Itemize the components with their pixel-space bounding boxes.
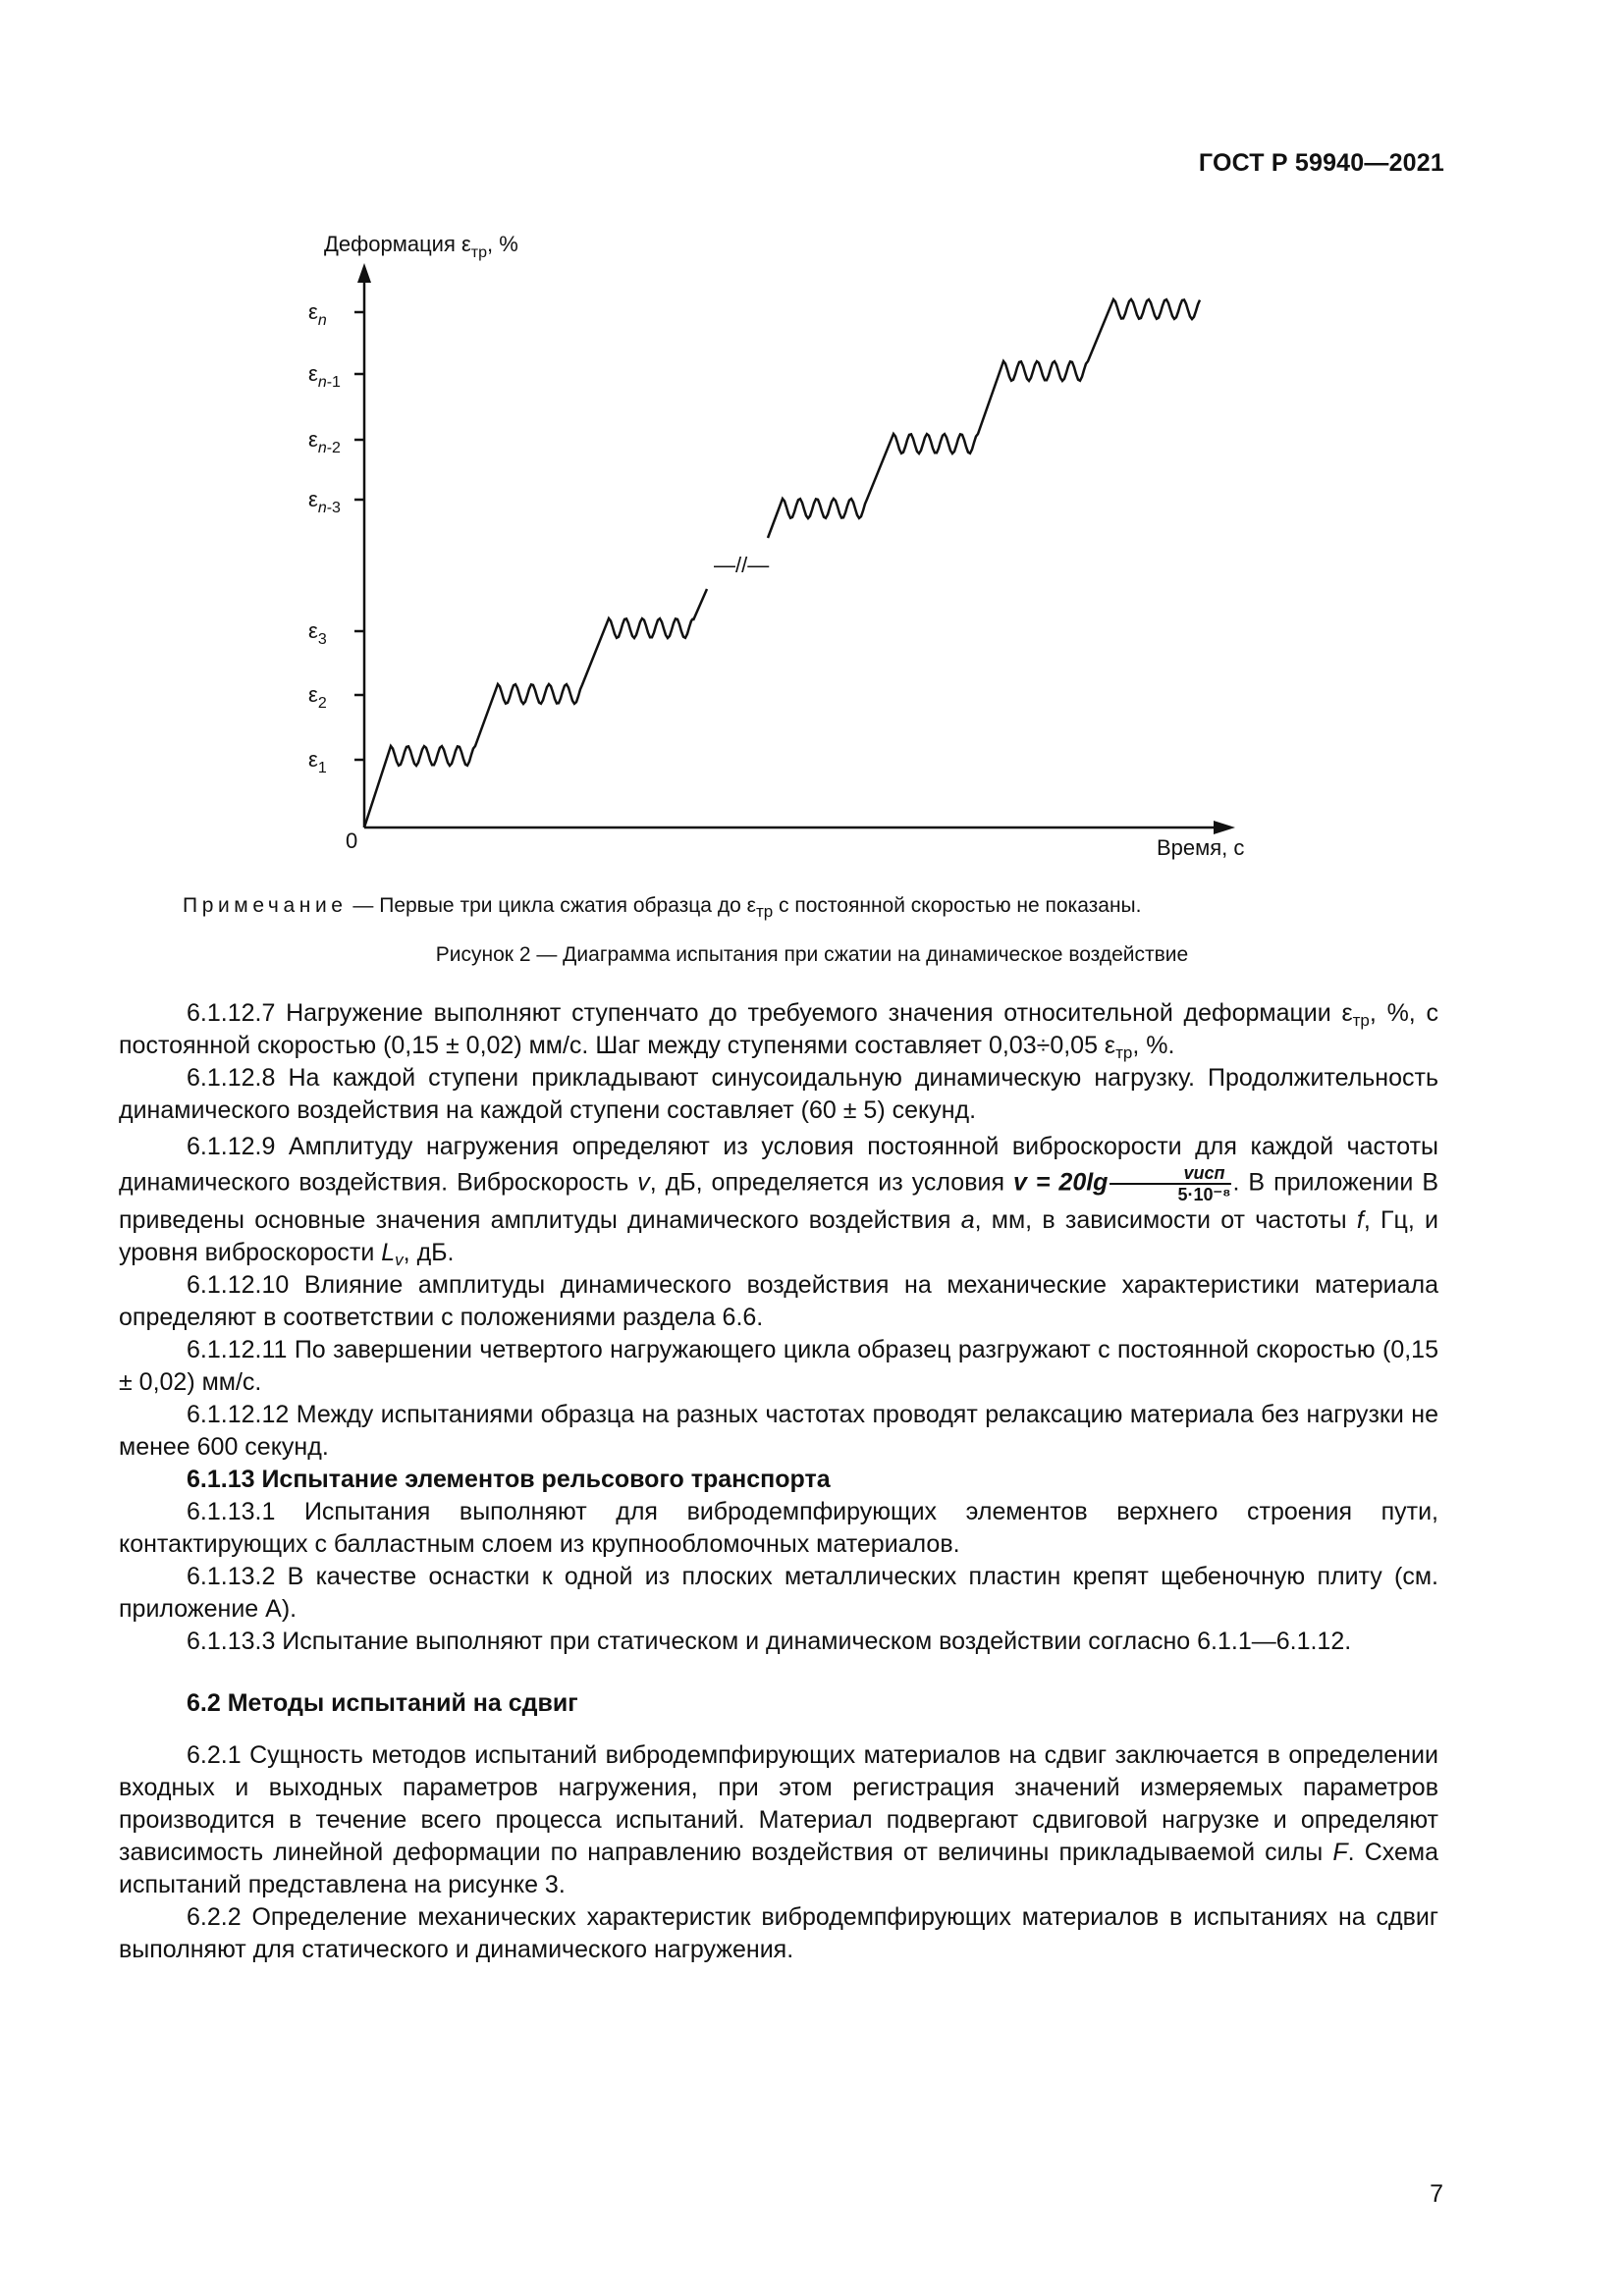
y-tick-label: $\varepsilon_{n-1}$ (308, 361, 341, 391)
origin-label: 0 (346, 828, 358, 853)
paragraph-6-1-12-12: 6.1.12.12 Между испытаниями образца на разных частотах проводят релаксацию материала без нагрузки не менее 600 секунд. (119, 1401, 1438, 1461)
paragraph-6-1-12-11: 6.1.12.11 По завершении четвертого нагружающего цикла образец разгружают с постоянной скоростью (0,15 ± 0,02) мм/с. (119, 1336, 1438, 1396)
paragraph-6-1-12-8: 6.1.12.8 На каждой ступени прикладывают синусоидальную динамическую нагрузку. Продолжительность динамического воздействия на каждой ступени составляет (60 ± 5) секунд. (119, 1064, 1438, 1124)
y-tick-label: $\varepsilon_2$ (308, 682, 327, 712)
paragraph-6-2-1: 6.2.1 Сущность методов испытаний вибродемпфирующих материалов на сдвиг заключается в определении входных и выходных параметров нагружения, при этом регистрация значений измеряемых параметров производится в течение всего процесса испытаний. Материал подвергают сдвиговой нагрузке и определяют зависимость линейной деформации по направлению воздействия от величины прикладываемой силы F. Схема испытаний представлена на рисунке 3. (119, 1741, 1438, 1898)
y-tick-label: $\varepsilon_n$ (308, 299, 327, 329)
page-number: 7 (1430, 2180, 1443, 2208)
axis-break-mark: —//— (714, 553, 770, 577)
paragraph-6-1-13-3: 6.1.13.3 Испытание выполняют при статическом и динамическом воздействии согласно 6.1.1—6.1.12. (187, 1628, 1352, 1655)
body-text (119, 997, 1438, 1966)
x-axis-label: Время, с (1157, 835, 1245, 860)
paragraph-6-1-13-2: 6.1.13.2 В качестве оснастки к одной из плоских металлических пластин крепят щебеночную плиту (см. приложение А). (119, 1563, 1438, 1623)
note-label: Примечание (183, 894, 348, 917)
paragraph-6-2-2: 6.2.2 Определение механических характеристик вибродемпфирующих материалов в испытаниях на сдвиг выполняют для статического и динамического нагружения. (119, 1903, 1438, 1963)
paragraph-6-1-12-7: 6.1.12.7 Нагружение выполняют ступенчато до требуемого значения относительной деформации $\varepsilon_{тр}$, %, с постоянной скоростью (0,15 ± 0,02) мм/с. Шаг между ступенями составляет 0,03÷0,05 $\varepsilon_{тр}$, %. (119, 999, 1438, 1062)
paragraph-6-1-13-1: 6.1.13.1 Испытания выполняют для вибродемпфирующих элементов верхнего строения пути, контактирующих с балластным слоем из крупнообломочных материалов. (119, 1498, 1438, 1558)
y-axis-label: Деформация $\varepsilon_{тр}$, % (324, 232, 518, 261)
figure-caption: Рисунок 2 — Диаграмма испытания при сжатии на динамическое воздействие (435, 943, 1189, 966)
note-text: — Первые три цикла сжатия образца до ε (347, 894, 756, 917)
paragraph-6-1-12-9: 6.1.12.9 Амплитуду нагружения определяют из условия постоянной виброскорости для каждой частоты динамического воздействия. Виброскорость v, дБ, определяется из условия v = 20lg $\frac{\text{vисп}}{\text{5·10⁻⁸}}$ . В приложении В приведены основные значения амплитуды динамического воздействия a, мм, в зависимости от частоты f, Гц, и уровня виброскорости $L_v$, дБ. (119, 1133, 1439, 1269)
y-tick-label: $\varepsilon_{n-2}$ (308, 427, 341, 456)
velocity-formula-fraction: $\frac{\text{vисп}}{\text{5·10⁻⁸}}$ (1110, 1163, 1230, 1204)
x-axis (364, 821, 1235, 834)
note-subscript: тр (755, 902, 774, 921)
y-tick-label: $\varepsilon_{n-3}$ (308, 487, 341, 516)
velocity-formula: v = 20lg (1012, 1168, 1109, 1197)
paragraph-6-1-12-10: 6.1.12.10 Влияние амплитуды динамического воздействия на механические характеристики материала определяют в соответствии с положениями раздела 6.6. (119, 1271, 1438, 1331)
standard-code: ГОСТ Р 59940—2021 (1198, 149, 1444, 177)
note-text-end: с постоянной скоростью не показаны. (773, 894, 1142, 917)
heading-6-1-13: 6.1.13 Испытание элементов рельсового транспорта (187, 1466, 831, 1493)
test-diagram-figure (0, 0, 1624, 883)
y-axis (357, 263, 371, 828)
y-tick-label: $\varepsilon_1$ (308, 747, 327, 776)
y-axis-ticks (308, 299, 364, 776)
figure-note (183, 891, 1449, 921)
y-tick-label: $\varepsilon_3$ (308, 618, 327, 648)
strain-step-curve (364, 299, 1200, 828)
heading-6-2: 6.2 Методы испытаний на сдвиг (187, 1689, 578, 1717)
